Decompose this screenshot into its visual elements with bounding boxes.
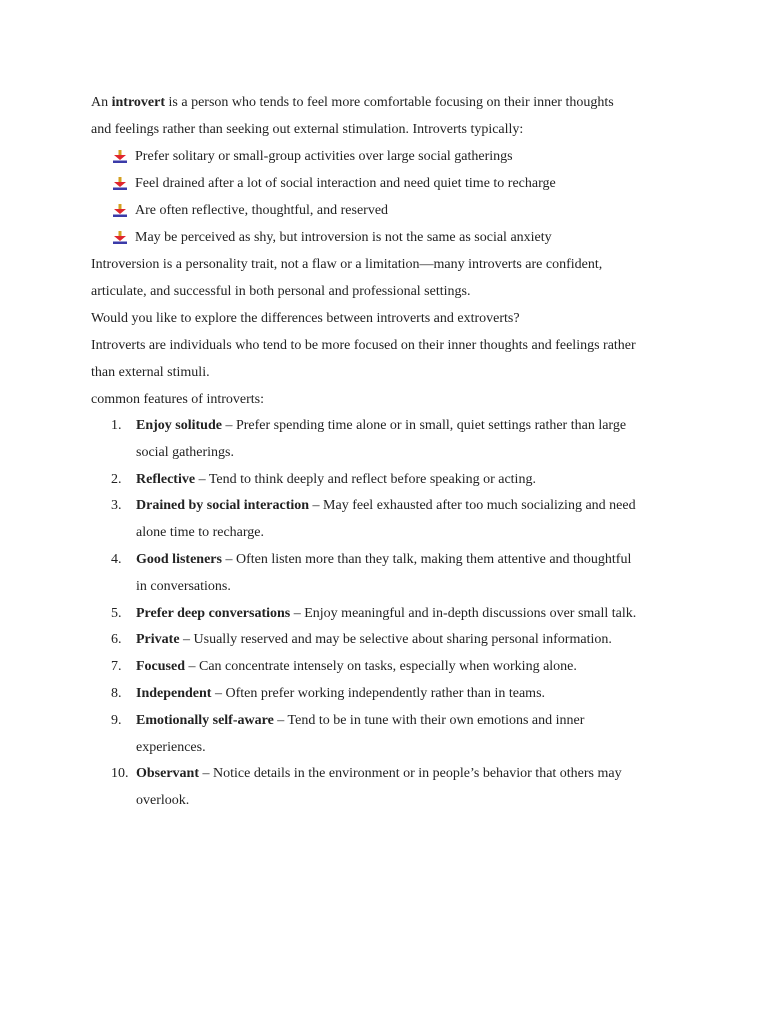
bullet-item [113,170,691,197]
intro-line-1 [91,89,691,116]
feature-separator: – [195,471,209,487]
feature-number: 5. [111,605,122,621]
feature-title: Independent [136,685,212,701]
feature-text: Enjoy meaningful and in-depth discussions over small talk. [304,605,637,621]
arrow-bullet-icon [113,231,127,244]
feature-continuation: overlook. [136,793,190,809]
feature-item [91,601,691,628]
feature-title: Reflective [136,471,196,487]
feature-continuation: experiences. [136,739,206,755]
feature-item [91,761,691,815]
feature-number: 7. [111,659,122,675]
feature-separator: – [179,632,194,648]
intro-pre: An [91,95,112,110]
feature-item [91,467,691,494]
feature-item [91,627,691,654]
feature-item [91,547,691,601]
feature-continuation: in conversations. [136,578,231,594]
features-heading: common features of introverts: [91,392,265,407]
feature-separator: – [199,766,213,782]
feature-title: Focused [136,659,185,675]
feature-number: 4. [111,551,122,567]
feature-title: Drained by social interaction [136,498,310,514]
question-line: Would you like to explore the differences between introverts and extroverts? [91,311,520,326]
feature-continuation: social gatherings. [136,444,234,460]
feature-number: 6. [111,632,122,648]
feature-title: Emotionally self-aware [136,712,274,728]
bullet-item [113,224,691,251]
paragraph2-line-1: Introverts are individuals who tend to be more focused on their inner thoughts and feelings rather [91,338,636,353]
feature-item [91,654,691,681]
feature-text: Tend to think deeply and reflect before speaking or acting. [208,471,536,487]
intro-line-2: and feelings rather than seeking out external stimulation. Introverts typically: [91,122,524,137]
paragraph1-line-1: Introversion is a personality trait, not a flaw or a limitation—many introverts are confident, [91,257,603,272]
feature-title: Good listeners [136,551,222,567]
feature-text: May feel exhausted after too much socializing and need [323,498,636,514]
feature-title: Observant [136,766,199,782]
feature-number: 1. [111,418,122,433]
feature-title: Enjoy solitude [136,418,222,433]
feature-number: 2. [111,471,122,487]
feature-text: Prefer spending time alone or in small, quiet settings rather than large [235,418,627,433]
feature-number: 10. [111,766,129,782]
bullet-text: May be perceived as shy, but introversion is not the same as social anxiety [135,230,552,245]
feature-text: Often listen more than they talk, making them attentive and thoughtful [235,551,632,567]
feature-separator: – [273,712,288,728]
feature-separator: – [185,659,199,675]
feature-number: 8. [111,685,122,701]
bullet-text: Are often reflective, thoughtful, and reserved [135,203,389,218]
feature-continuation: alone time to recharge. [136,525,265,541]
feature-item [91,681,691,708]
bullet-item [113,143,691,170]
feature-separator: – [221,551,236,567]
paragraph2-line-2: than external stimuli. [91,365,210,380]
feature-separator: – [221,418,236,433]
feature-separator: – [290,605,305,621]
arrow-bullet-icon [113,204,127,217]
feature-text: Tend to be in tune with their own emotions and inner [287,712,585,728]
feature-item [91,413,691,467]
arrow-bullet-icon [113,150,127,163]
trait-bullet-list [91,143,691,251]
bullet-text: Prefer solitary or small-group activities over large social gatherings [135,149,513,164]
feature-number: 3. [111,498,122,514]
feature-separator: – [211,685,226,701]
feature-item [91,493,691,547]
feature-item [91,708,691,762]
bullet-item [113,197,691,224]
features-numbered-list [91,413,691,815]
paragraph1-line-2: articulate, and successful in both personal and professional settings. [91,284,471,299]
feature-separator: – [309,498,324,514]
bullet-text: Feel drained after a lot of social interaction and need quiet time to recharge [135,176,556,191]
intro-term: introvert [111,95,166,110]
feature-number: 9. [111,712,122,728]
feature-title: Prefer deep conversations [136,605,291,621]
document-page [91,89,691,815]
feature-title: Private [136,632,180,648]
feature-text: Can concentrate intensely on tasks, especially when working alone. [199,659,577,675]
arrow-bullet-icon [113,177,127,190]
feature-text: Usually reserved and may be selective about sharing personal information. [193,632,612,648]
intro-post: is a person who tends to feel more comfortable focusing on their inner thoughts [165,95,614,110]
feature-text: Often prefer working independently rather than in teams. [225,685,546,701]
feature-text: Notice details in the environment or in people’s behavior that others may [213,766,622,782]
